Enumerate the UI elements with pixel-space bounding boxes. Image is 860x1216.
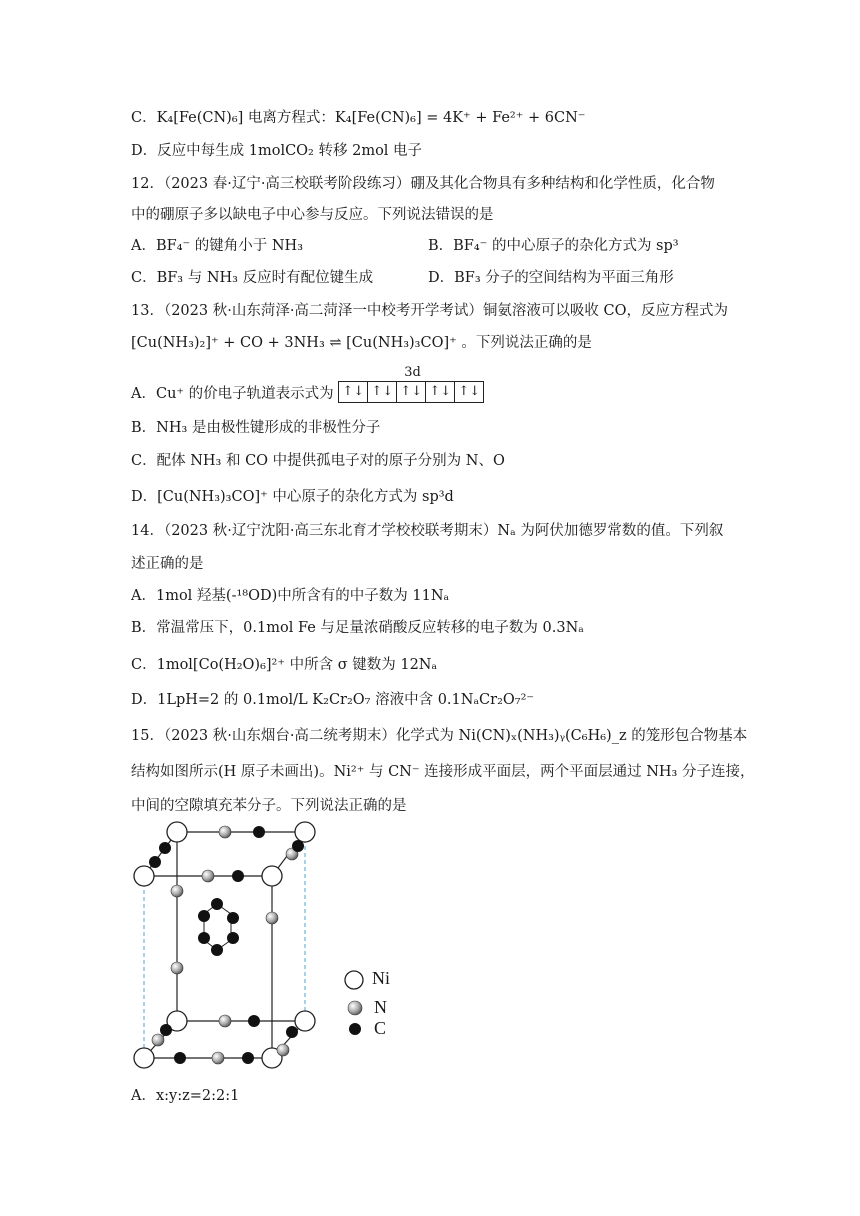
q13-stem-2: [Cu(NH₃)₂]⁺ + CO + 3NH₃ ⇌ [Cu(NH₃)₃CO]⁺ 。下列说法正确的是 — [131, 335, 592, 351]
legend-ni-label: Ni — [372, 968, 390, 988]
q11-option-d: D．反应中每生成 1molCO₂ 转移 2mol 电子 — [131, 143, 423, 159]
orbital-cell: ↑↓ — [397, 382, 426, 403]
legend-c-icon — [345, 1019, 365, 1039]
legend-n-label: N — [374, 997, 387, 1017]
q12-option-a: A．BF₄⁻ 的键角小于 NH₃ — [131, 238, 304, 254]
q15-option-a: A．x:y:z=2:2:1 — [131, 1088, 240, 1104]
q14-option-c: C．1mol[Co(H₂O)₆]²⁺ 中所含 σ 键数为 12Nₐ — [131, 657, 438, 673]
cage-structure-figure — [128, 818, 428, 1078]
q13-option-b: B．NH₃ 是由极性键形成的非极性分子 — [131, 420, 381, 436]
q13-stem-1: 13．（2023 秋·山东菏泽·高二菏泽一中校考开学考试）铜氨溶液可以吸收 CO，反应方程式为 — [131, 303, 729, 319]
orbital-diagram — [338, 365, 484, 403]
orbital-label: 3d — [404, 365, 421, 380]
q15-stem-2: 结构如图所示(H 原子未画出)。Ni²⁺ 与 CN⁻ 连接形成平面层，两个平面层通过 NH₃ 分子连接， — [131, 764, 755, 780]
q13-option-a-text: A．Cu⁺ 的价电子轨道表示式为 — [131, 386, 334, 402]
q12-stem-1: 12．（2023 春·辽宁·高三校联考阶段练习）硼及其化合物具有多种结构和化学性质，化合物 — [131, 176, 715, 192]
q14-stem-1: 14．（2023 秋·辽宁沈阳·高三东北育才学校校联考期末）Nₐ 为阿伏加德罗常数的值。下列叙 — [131, 523, 724, 539]
orbital-cell: ↑↓ — [455, 382, 484, 403]
q14-option-a: A．1mol 羟基(-¹⁸OD)中所含有的中子数为 11Nₐ — [131, 588, 450, 604]
orbital-cell: ↑↓ — [426, 382, 455, 403]
q14-stem-2: 述正确的是 — [131, 556, 204, 572]
q12-stem-2: 中的硼原子多以缺电子中心参与反应。下列说法错误的是 — [131, 207, 494, 223]
q13-option-d: D．[Cu(NH₃)₃CO]⁺ 中心原子的杂化方式为 sp³d — [131, 489, 454, 505]
q13-option-c: C．配体 NH₃ 和 CO 中提供孤电子对的原子分别为 N、O — [131, 453, 505, 469]
legend-c-label: C — [374, 1018, 387, 1038]
q12-option-d: D．BF₃ 分子的空间结构为平面三角形 — [428, 270, 674, 286]
orbital-cell: ↑↓ — [368, 382, 397, 403]
q15-stem-1: 15．（2023 秋·山东烟台·高二统考期末）化学式为 Ni(CN)ₓ(NH₃)ᵧ(C₆H₆)_z 的笼形包合物基本 — [131, 728, 748, 744]
q15-stem-3: 中间的空隙填充苯分子。下列说法正确的是 — [131, 798, 407, 814]
q11-option-c: C．K₄[Fe(CN)₆] 电离方程式：K₄[Fe(CN)₆] = 4K⁺ + Fe²⁺ + 6CN⁻ — [131, 110, 586, 126]
q14-option-d: D．1LpH=2 的 0.1mol/L K₂Cr₂O₇ 溶液中含 0.1NₐCr₂O₇²⁻ — [131, 692, 535, 708]
legend-n-icon — [345, 998, 365, 1018]
q13-option-a — [131, 365, 484, 405]
q12-option-b: B．BF₄⁻ 的中心原子的杂化方式为 sp³ — [428, 238, 679, 254]
q12-option-c: C．BF₃ 与 NH₃ 反应时有配位键生成 — [131, 270, 374, 286]
q14-option-b: B．常温常压下，0.1mol Fe 与足量浓硝酸反应转移的电子数为 0.3Nₐ — [131, 620, 584, 636]
orbital-cell: ↑↓ — [339, 382, 368, 403]
legend-ni-icon — [343, 969, 365, 991]
